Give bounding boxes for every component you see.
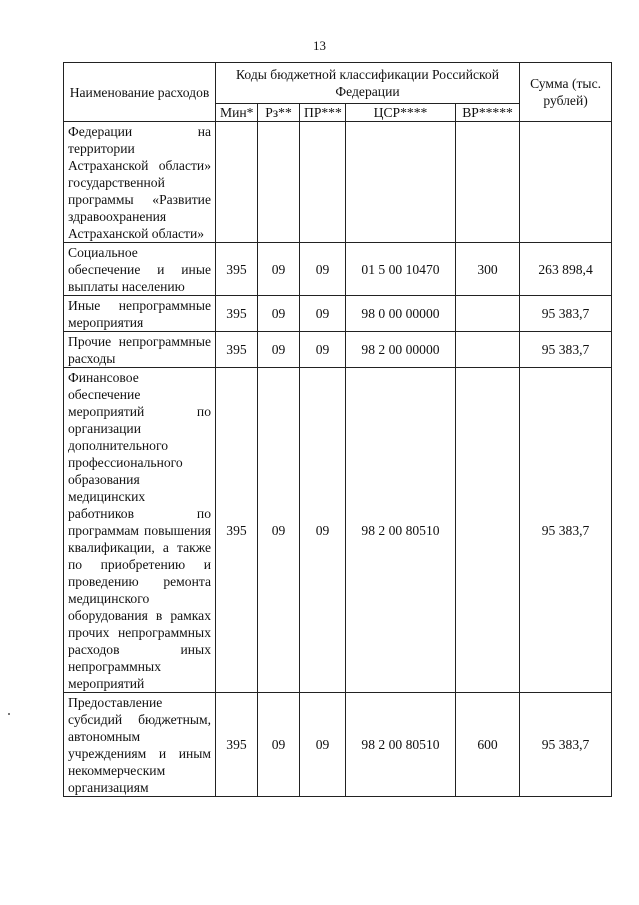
row-csr: 98 2 00 80510 bbox=[346, 693, 456, 797]
row-rz: 09 bbox=[258, 332, 300, 368]
row-pr: 09 bbox=[300, 296, 346, 332]
row-sum bbox=[520, 122, 612, 243]
row-min: 395 bbox=[216, 368, 258, 693]
header-rz: Рз** bbox=[258, 104, 300, 122]
header-pr: ПР*** bbox=[300, 104, 346, 122]
row-name: Предоставление субсидий бюджетным, автономным учреждениям и иным некоммерческим организациям bbox=[64, 693, 216, 797]
row-csr: 98 2 00 80510 bbox=[346, 368, 456, 693]
margin-mark bbox=[8, 713, 10, 715]
row-sum: 263 898,4 bbox=[520, 243, 612, 296]
row-sum: 95 383,7 bbox=[520, 296, 612, 332]
table-row bbox=[64, 693, 612, 797]
row-sum: 95 383,7 bbox=[520, 332, 612, 368]
header-vr: ВР***** bbox=[456, 104, 520, 122]
row-rz: 09 bbox=[258, 296, 300, 332]
row-rz: 09 bbox=[258, 368, 300, 693]
row-min: 395 bbox=[216, 332, 258, 368]
row-pr: 09 bbox=[300, 693, 346, 797]
row-csr: 01 5 00 10470 bbox=[346, 243, 456, 296]
row-pr: 09 bbox=[300, 368, 346, 693]
row-min: 395 bbox=[216, 693, 258, 797]
row-rz bbox=[258, 122, 300, 243]
header-sum: Сумма (тыс. рублей) bbox=[520, 63, 612, 122]
row-csr: 98 2 00 00000 bbox=[346, 332, 456, 368]
header-csr: ЦСР**** bbox=[346, 104, 456, 122]
table-row bbox=[64, 296, 612, 332]
page-number: 13 bbox=[313, 38, 326, 53]
row-min: 395 bbox=[216, 243, 258, 296]
row-csr: 98 0 00 00000 bbox=[346, 296, 456, 332]
table-row bbox=[64, 368, 612, 693]
row-pr bbox=[300, 122, 346, 243]
row-min: 395 bbox=[216, 296, 258, 332]
row-name: Федерации на территории Астраханской области» государственной программы «Развитие здравоохранения Астраханской области» bbox=[64, 122, 216, 243]
row-name: Финансовое обеспечение мероприятий по организации дополнительного профессионального образования медицинских работников по программам повышения квалификации, а также по приобретению и проведению ремонта медицинского оборудования в рамках прочих непрограммных расходов иных непрограммных мероприятий bbox=[64, 368, 216, 693]
row-vr bbox=[456, 332, 520, 368]
row-pr: 09 bbox=[300, 332, 346, 368]
row-rz: 09 bbox=[258, 243, 300, 296]
table-row bbox=[64, 243, 612, 296]
row-vr bbox=[456, 122, 520, 243]
header-codes-group: Коды бюджетной классификации Российской Федерации bbox=[216, 63, 520, 104]
row-pr: 09 bbox=[300, 243, 346, 296]
row-name: Прочие непрограммные расходы bbox=[64, 332, 216, 368]
row-csr bbox=[346, 122, 456, 243]
row-sum: 95 383,7 bbox=[520, 693, 612, 797]
row-name: Социальное обеспечение и иные выплаты населению bbox=[64, 243, 216, 296]
row-vr bbox=[456, 368, 520, 693]
row-rz: 09 bbox=[258, 693, 300, 797]
header-name: Наименование расходов bbox=[64, 63, 216, 122]
row-vr: 600 bbox=[456, 693, 520, 797]
header-min: Мин* bbox=[216, 104, 258, 122]
table-row bbox=[64, 122, 612, 243]
row-vr: 300 bbox=[456, 243, 520, 296]
table-row bbox=[64, 332, 612, 368]
budget-table bbox=[63, 62, 612, 797]
row-vr bbox=[456, 296, 520, 332]
row-min bbox=[216, 122, 258, 243]
row-sum: 95 383,7 bbox=[520, 368, 612, 693]
row-name: Иные непрограммные мероприятия bbox=[64, 296, 216, 332]
